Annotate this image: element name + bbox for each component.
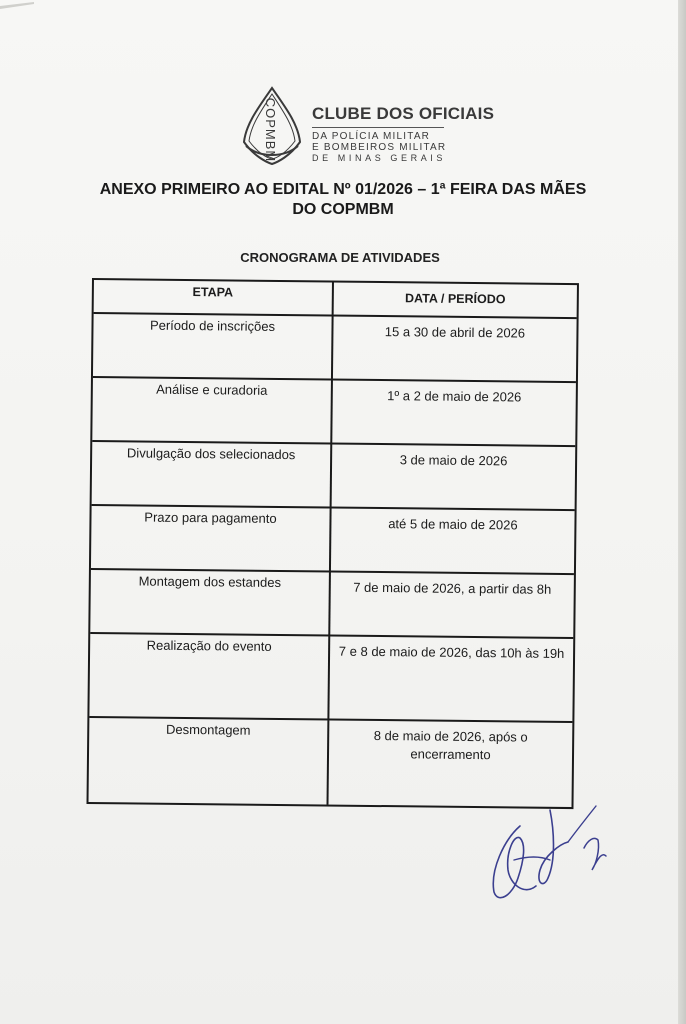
stage-cell: Análise e curadoria [92, 378, 333, 443]
table-row [93, 314, 577, 383]
stage-cell: Realização do evento [89, 634, 330, 719]
page-edge-shadow [678, 0, 686, 1024]
stage-cell: Montagem dos estandes [90, 570, 331, 635]
copmbm-emblem-icon [240, 86, 304, 166]
date-cell: até 5 de maio de 2026 [388, 516, 518, 533]
signature [484, 800, 614, 910]
table-row [92, 442, 576, 511]
stage-cell: Período de inscrições [93, 314, 334, 379]
date-cell: 15 a 30 de abril de 2026 [384, 324, 526, 341]
date-cell: 3 de maio de 2026 [399, 452, 508, 469]
title-line-1: ANEXO PRIMEIRO AO EDITAL Nº 01/2026 – 1ª FEIRA DAS MÃES [99, 181, 587, 198]
club-line-1: DA POLÍCIA MILITAR [312, 131, 431, 142]
table-row [89, 634, 573, 723]
date-cell: 1º a 2 de maio de 2026 [387, 388, 522, 405]
svg-text:COPMBM: COPMBM [263, 97, 278, 163]
stage-cell: Desmontagem [89, 718, 330, 805]
table-row [89, 718, 573, 807]
logo-text-block [312, 104, 494, 164]
schedule-subtitle: CRONOGRAMA DE ATIVIDADES [240, 250, 440, 265]
header-stage: ETAPA [94, 280, 334, 315]
stage-cell: Divulgação dos selecionados [92, 442, 333, 507]
table-row [92, 378, 576, 447]
schedule-table [86, 278, 578, 809]
table-header-row [94, 280, 577, 319]
document-title [80, 180, 606, 220]
club-line-3: DE MINAS GERAIS [312, 153, 447, 163]
date-cell: 7 e 8 de maio de 2026, das 10h às 19h [338, 643, 565, 661]
table-row [91, 506, 575, 575]
scan-artifact [0, 0, 34, 12]
date-cell: 8 de maio de 2026, após o encerramento [373, 727, 528, 763]
stage-cell: Prazo para pagamento [91, 506, 332, 571]
date-cell: 7 de maio de 2026, a partir das 8h [353, 579, 552, 597]
title-line-2: DO COPMBM [292, 201, 394, 218]
header-date: DATA / PERÍODO [404, 291, 506, 307]
club-name: CLUBE DOS OFICIAIS [312, 104, 495, 123]
logo-divider [312, 127, 444, 128]
table-row [90, 570, 574, 639]
club-line-2: E BOMBEIROS MILITAR [312, 142, 447, 153]
